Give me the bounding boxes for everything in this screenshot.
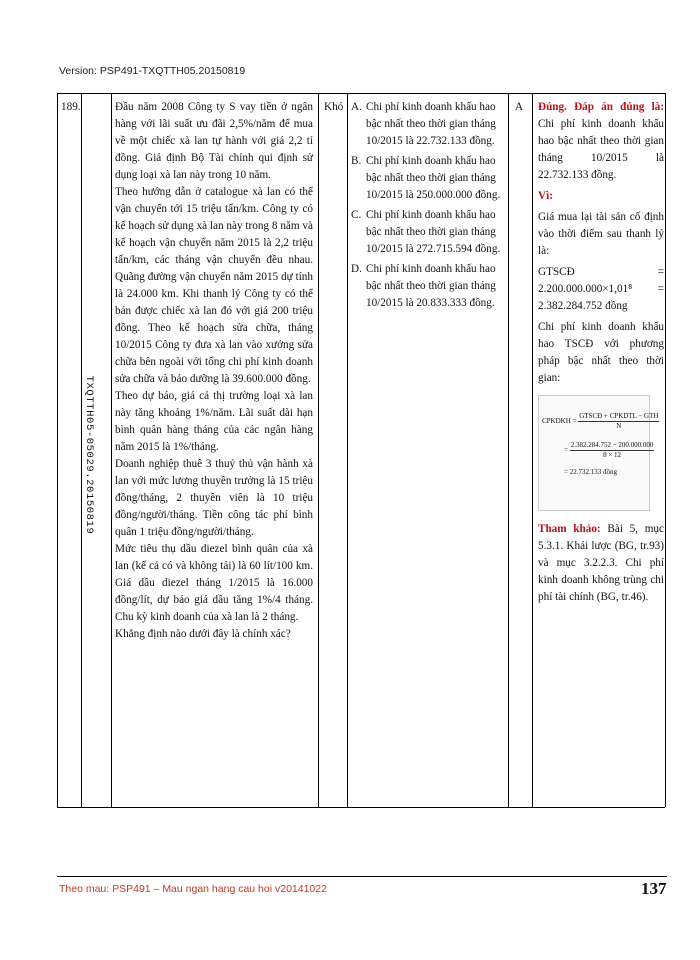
option-text: Chi phí kinh doanh khấu hao bậc nhất theo thời gian tháng 10/2015 là 272.715.594 đồng. [366, 209, 501, 255]
question-paragraph: Đầu năm 2008 Công ty S vay tiền ở ngân hàng với lãi suất ưu đãi 2,5%/năm để mua về một chiếc xà lan tự hành với giá 2,2 tỉ đồng. Giả định Bộ Tài chính qui định sử dụng loại xà lan này trong 10 năm. [115, 101, 313, 181]
answer-key: A [515, 101, 524, 113]
formula-denominator: 8 × 12 [603, 451, 622, 459]
correct-text: Chi phí kinh doanh khấu hao bậc nhất theo thời gian tháng 10/2015 là 22.732.133 đồng. [538, 118, 664, 181]
option-letter: D. [351, 263, 362, 275]
option-text: Chi phí kinh doanh khấu hao bậc nhất theo thời gian tháng 10/2015 là 250.000.000 đồng. [366, 155, 501, 201]
correct-statement [538, 99, 664, 184]
question-text [115, 99, 313, 643]
option-d [351, 261, 506, 312]
table-border [318, 93, 319, 807]
formula-result: = 22.732.133 đồng [564, 468, 617, 476]
table-border [532, 93, 533, 807]
formula-numerator: GTSCĐ + CPKDTL − GTH [579, 412, 659, 420]
explanation-paragraph: Chi phí kinh doanh khấu hao TSCĐ với phương pháp bậc nhất theo thời gian: [538, 321, 664, 384]
table-border [508, 93, 509, 807]
table-border [347, 93, 348, 807]
reference-text: Bài 5, mục 5.3.1. Khái lược (BG, tr.93) và mục 3.2.2.3. Chi phí kinh doanh không trùng chi phí tài chính (BG, tr.46). [538, 523, 664, 603]
question-code [76, 330, 102, 580]
question-number: 189. [61, 101, 81, 113]
options-list [351, 99, 506, 315]
option-letter: B. [351, 155, 362, 167]
table-border [111, 93, 112, 807]
question-paragraph: Doanh nghiệp thuê 3 thuỷ thủ vận hành xà lan với mức lương thuyền trưởng là 15 triệu đồng/tháng, 2 thuyền viên là 10 triệu đồng/người/tháng. Tiền công tác phí bình quân 1 triệu đồng/người/tháng. [115, 458, 313, 538]
footer-divider [57, 876, 667, 877]
formula-lhs: CPKDKH = [542, 417, 577, 426]
option-text: Chi phí kinh doanh khấu hao bậc nhất theo thời gian tháng 10/2015 là 20.833.333 đồng. [366, 263, 496, 309]
table-border [57, 93, 58, 807]
reference [538, 521, 664, 606]
version-label: Version: PSP491-TXQTTH05.20150819 [59, 65, 246, 77]
question-paragraph: Khẳng định nào dưới đây là chính xác? [115, 628, 291, 640]
option-c [351, 207, 506, 258]
formula-denominator: N [616, 422, 622, 430]
option-text: Chi phí kinh doanh khấu hao bậc nhất theo thời gian tháng 10/2015 là 22.732.133 đồng. [366, 101, 496, 147]
formula-numerator: 2.382.284.752 − 200.000.000 [570, 441, 654, 449]
difficulty-label: Khó [324, 101, 344, 113]
page-number: 137 [641, 879, 667, 898]
explanation-paragraph: Giá mua lại tài sản cố định vào thời điểm sau thanh lý là: [538, 211, 664, 257]
formula-fraction [578, 412, 659, 431]
option-b [351, 153, 506, 204]
table-border [665, 93, 666, 807]
question-paragraph: Theo hướng dẫn ở catalogue xà lan có thể vận chuyển tới 15 triệu tấn/km. Công ty có kế hoạch sử dụng xà lan này trong 8 năm và kế hoạch vận chuyển năm 2015 là 2,2 triệu tấn/km, các tháng vận chuyển đều nhau. Quãng đường vận chuyển năm 2015 dự tính là 24.000 km. Khi thanh lý Công ty có thể bán được chiếc xà lan đó với giá 200 triệu đồng. Theo kế hoạch sửa chữa, tháng 10/2015 Công ty đưa xà lan vào xưởng sửa chữa bên ngoài với tổng chi phí kinh doanh sửa chữa và bảo dưỡng là 39.600.000 đồng. [115, 186, 313, 385]
option-letter: A. [351, 101, 362, 113]
question-code-text: TXQTTH05-05029.20150819 [83, 375, 95, 535]
why-label: Vì: [538, 190, 553, 202]
correct-label: Đúng. Đáp án đúng là: [538, 101, 664, 113]
reference-label: Tham khảo: [538, 523, 601, 535]
formula-image: CPKDKH = $\frac{\text{GTSCĐ + CPKDTL − GTH}}{N}$ = $\frac{2.382.284.752 - 200.000.000}{8 \times 12}$ = 22.732.133 đồng [538, 395, 650, 511]
footer-template-label: Theo mau: PSP491 – Mau ngan hang cau hoi v20141022 [59, 883, 327, 895]
option-letter: C. [351, 209, 362, 221]
formula-fraction [570, 441, 655, 460]
question-paragraph: Mức tiêu thụ dầu diezel bình quân của xà lan (kể cả có và không tải) là 60 lít/100 km. Giá dầu diezel tháng 1/2015 là 16.000 đồng/lít, dự báo giá dầu tăng 1%/4 tháng. Chu kỳ kinh doanh của xà lan là 2 tháng. [115, 543, 313, 623]
question-paragraph: Theo dự báo, giá cả thị trường loại xà lan này tăng khoảng 1%/năm. Lãi suất dài hạn bình quân hàng tháng của các ngân hàng năm 2015 là 1%/tháng. [115, 390, 313, 453]
explanation [538, 99, 664, 610]
option-a [351, 99, 506, 150]
explanation-formula-text: GTSCĐ = 2.200.000.000×1,01⁸ = 2.382.284.752 đồng [538, 266, 664, 312]
